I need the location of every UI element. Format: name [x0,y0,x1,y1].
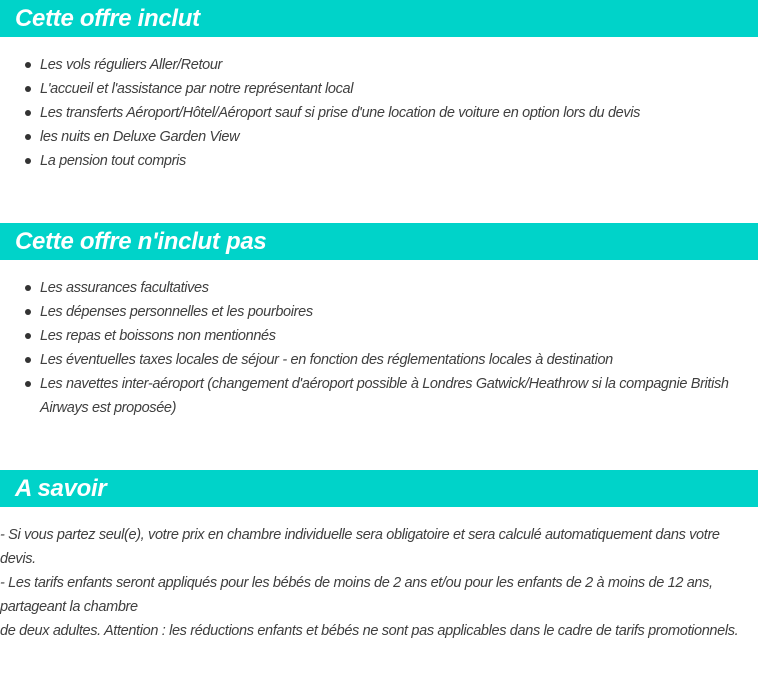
bullet-icon [25,309,31,315]
bullet-icon [25,158,31,164]
bullet-icon [25,381,31,387]
list-item: Les transferts Aéroport/Hôtel/Aéroport sauf si prise d'une location de voiture en option lors du devis [40,101,758,125]
note-line: - Les tarifs enfants seront appliqués pour les bébés de moins de 2 ans et/ou pour les enfants de 2 à moins de 12 ans, partageant la chambre [0,575,713,615]
list-item: les nuits en Deluxe Garden View [40,125,758,149]
section-header-included [0,0,758,37]
list-item: Les repas et boissons non mentionnés [40,324,758,348]
bullet-icon [25,357,31,363]
list-item: Les navettes inter-aéroport (changement d'aéroport possible à Londres Gatwick/Heathrow si la compagnie British Airways est proposée) [40,372,758,420]
section-header-good-to-know [0,470,758,507]
section-title-included: Cette offre inclut [15,5,200,32]
bullet-icon [25,62,31,68]
included-list [0,53,758,173]
bullet-icon [25,110,31,116]
section-title-not-included: Cette offre n'inclut pas [15,228,267,255]
section-header-not-included [0,223,758,260]
not-included-list [0,276,758,420]
bullet-icon [25,285,31,291]
list-item: Les éventuelles taxes locales de séjour - en fonction des réglementations locales à destination [40,348,758,372]
good-to-know-notes [0,523,758,643]
list-item: La pension tout compris [40,149,758,173]
note-line: de deux adultes. Attention : les réductions enfants et bébés ne sont pas applicables dans le cadre de tarifs promotionnels. [0,623,739,639]
list-item: Les assurances facultatives [40,276,758,300]
list-item: Les vols réguliers Aller/Retour [40,53,758,77]
bullet-icon [25,134,31,140]
list-item: Les dépenses personnelles et les pourboires [40,300,758,324]
list-item: L'accueil et l'assistance par notre représentant local [40,77,758,101]
note-line: - Si vous partez seul(e), votre prix en chambre individuelle sera obligatoire et sera calculé automatiquement dans votre devis. [0,527,720,567]
bullet-icon [25,86,31,92]
section-title-good-to-know: A savoir [15,475,107,502]
bullet-icon [25,333,31,339]
